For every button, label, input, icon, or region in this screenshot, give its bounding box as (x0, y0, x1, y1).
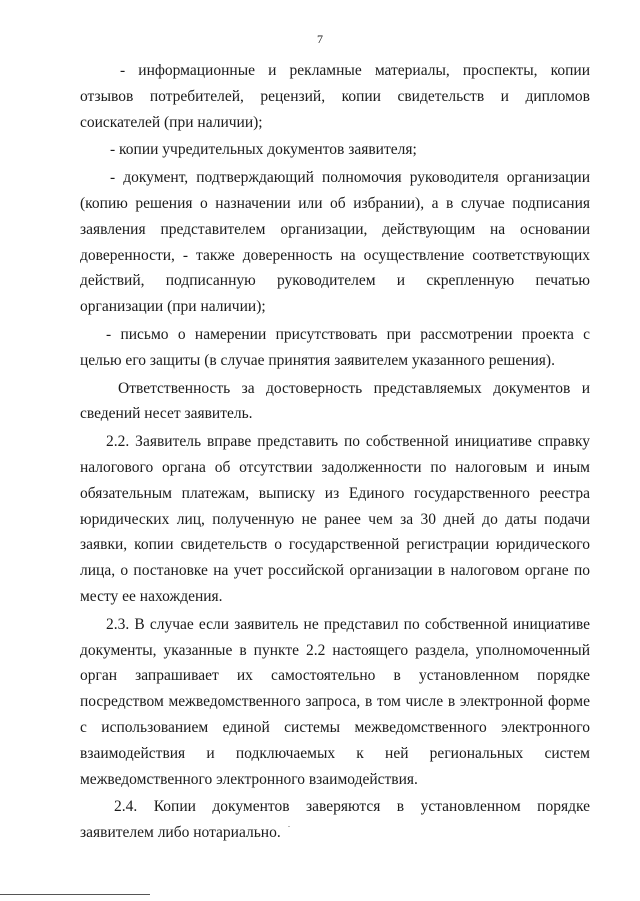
paragraph-promo-materials: - информационные и рекламные материалы, проспекты, копии отзывов потребителей, рецензий, копии свидетельств и дипломов соискателей (при наличии); (80, 62, 590, 131)
paragraph-2-4: 2.4. Копии документов заверяются в установленном порядке заявителем либо нотариально. (80, 798, 590, 842)
paragraph-authority-document: - документ, подтверждающий полномочия руководителя организации (копию решения о назначении или об избрании), а в случае подписания заявления представителем организации, действующим на основании доверенности, - также доверенность на осуществление соответствующих действий, подписанную руководителем и скрепленную печатью организации (при наличии); (80, 169, 590, 316)
paragraph-2-2: 2.2. Заявитель вправе представить по собственной инициативе справку налогового органа об отсутствии задолженности по налоговым и иным обязательным платежам, выписку из Единого государственного реестра юридических лиц, полученную не ранее чем за 30 дней до даты подачи заявки, копии свидетельств о государственной регистрации юридического лица, о постановке на учет российской организации в налоговом органе по месту ее нахождения. (80, 433, 590, 605)
scan-artifact (288, 826, 290, 827)
paragraph-2-3: 2.3. В случае если заявитель не представил по собственной инициативе документы, указанные в пункте 2.2 настоящего раздела, уполномоченный орган запрашивает их самостоятельно в установленном порядке посредством межведомственного запроса, в том числе в электронной форме с использованием единой системы межведомственного электронного взаимодействия и подключаемых к ней региональных систем межведомственного электронного взаимодействия. (80, 615, 590, 788)
document-body (80, 58, 590, 846)
paragraph-responsibility: Ответственность за достоверность представляемых документов и сведений несет заявитель. (80, 379, 590, 423)
page-edge-line (0, 894, 150, 895)
paragraph-founding-documents: - копии учредительных документов заявителя; (110, 141, 417, 159)
page-number: 7 (317, 32, 323, 46)
paragraph-attendance-letter: - письмо о намерении присутствовать при рассмотрении проекта с целью его защиты (в случае принятия заявителем указанного решения). (80, 325, 590, 369)
